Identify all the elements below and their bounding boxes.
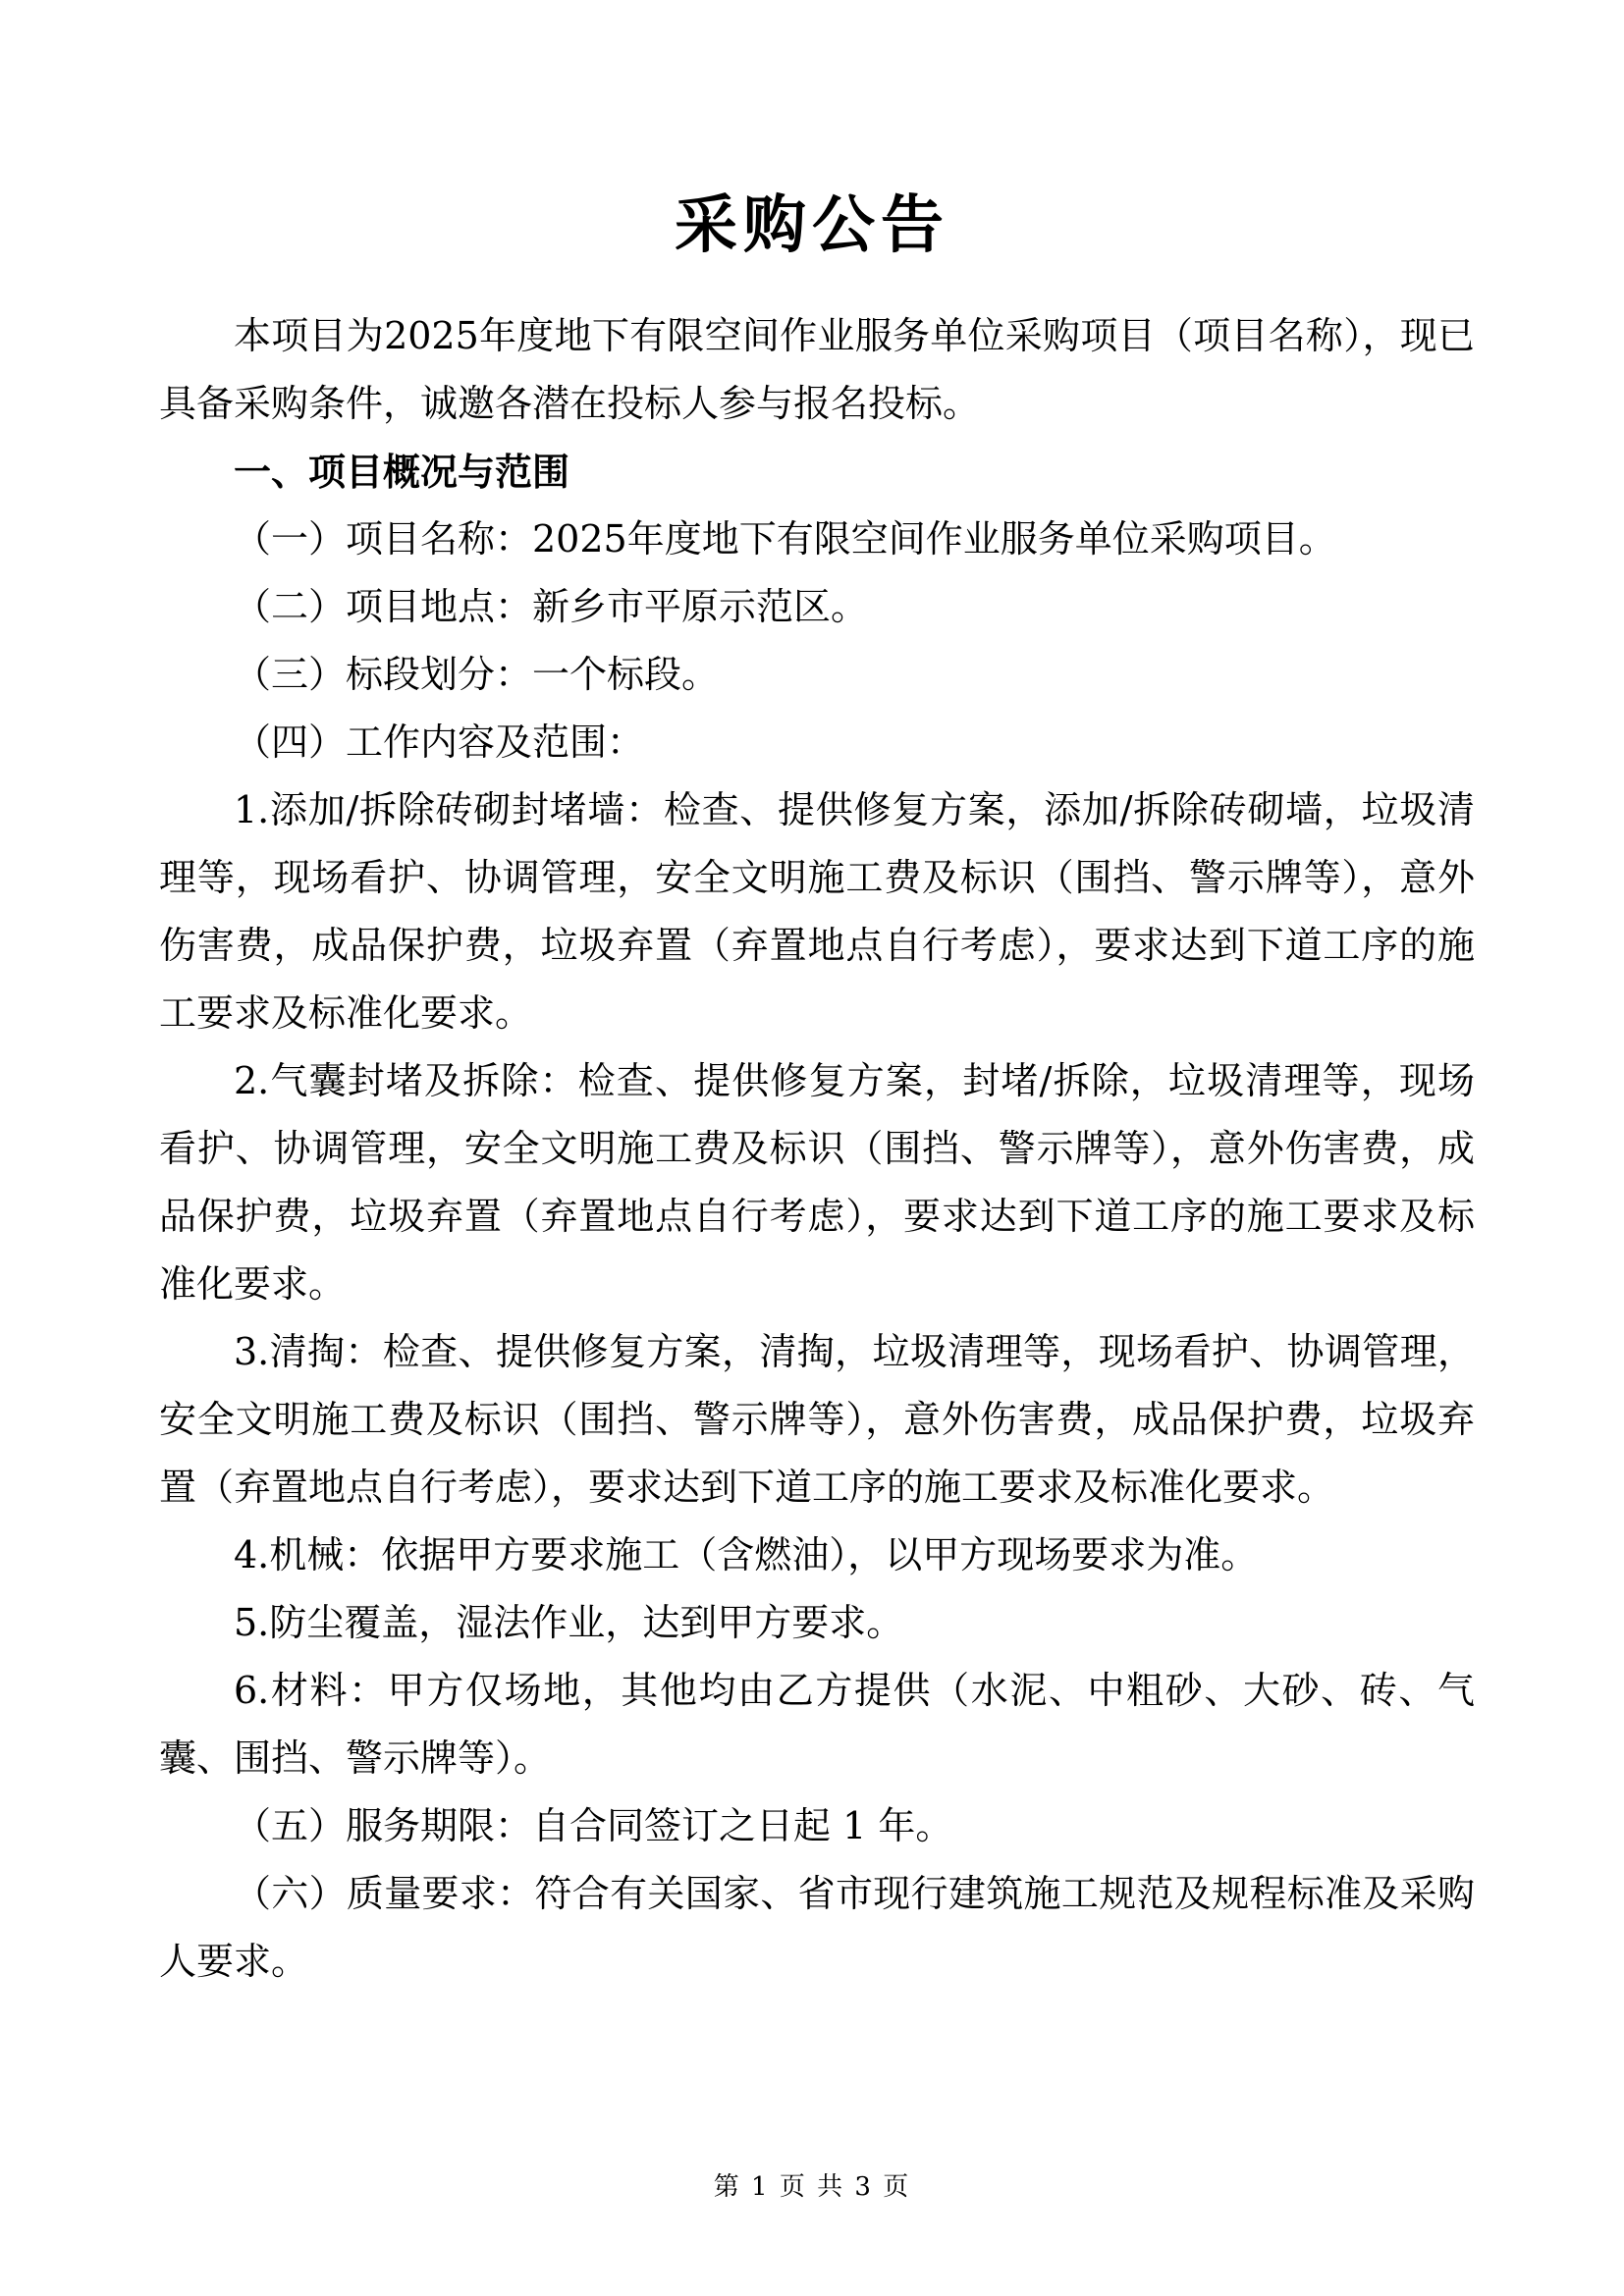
item-project-name: （一）项目名称：2025年度地下有限空间作业服务单位采购项目。: [234, 517, 1336, 561]
scope-item-airbag-plugging: 2.气囊封堵及拆除：检查、提供修复方案，封堵/拆除，垃圾清理等，现场看护、协调管理，安全文明施工费及标识（围挡、警示牌等），意外伤害费，成品保护费，垃圾弃置（弃置地点自行考虑），要求达到下道工序的施工要求及标准化要求。: [159, 1059, 1475, 1306]
section-heading-overview: 一、项目概况与范围: [234, 450, 570, 494]
intro-paragraph: 本项目为2025年度地下有限空间作业服务单位采购项目（项目名称），现已具备采购条件，诚邀各潜在投标人参与报名投标。: [159, 314, 1475, 425]
item-quality-requirements: （六）质量要求：符合有关国家、省市现行建筑施工规范及规程标准及采购人要求。: [159, 1872, 1475, 1983]
item-lot-division: （三）标段划分：一个标段。: [234, 653, 720, 696]
scope-item-brick-wall: 1.添加/拆除砖砌封堵墙：检查、提供修复方案，添加/拆除砖砌墙，垃圾清理等，现场看护、协调管理，安全文明施工费及标识（围挡、警示牌等），意外伤害费，成品保护费，垃圾弃置（弃置地点自行考虑），要求达到下道工序的施工要求及标准化要求。: [159, 788, 1475, 1035]
item-service-period: （五）服务期限：自合同签订之日起 1 年。: [234, 1804, 953, 1847]
scope-item-dust-cover: 5.防尘覆盖，湿法作业，达到甲方要求。: [234, 1601, 904, 1644]
scope-item-materials: 6.材料：甲方仅场地，其他均由乙方提供（水泥、中粗砂、大砂、砖、气囊、围挡、警示牌等）。: [159, 1669, 1475, 1780]
page-title: 采购公告: [675, 188, 949, 262]
scope-item-machinery: 4.机械：依据甲方要求施工（含燃油），以甲方现场要求为准。: [234, 1533, 1259, 1576]
item-project-location: （二）项目地点：新乡市平原示范区。: [234, 585, 869, 628]
document-body: [159, 302, 1475, 1996]
item-work-scope: （四）工作内容及范围：: [234, 721, 645, 764]
scope-item-dredging: 3.清掏：检查、提供修复方案，清掏，垃圾清理等，现场看护、协调管理，安全文明施工费及标识（围挡、警示牌等），意外伤害费，成品保护费，垃圾弃置（弃置地点自行考虑），要求达到下道工序的施工要求及标准化要求。: [159, 1330, 1475, 1509]
page-number-footer: 第 1 页 共 3 页: [713, 2172, 911, 2202]
